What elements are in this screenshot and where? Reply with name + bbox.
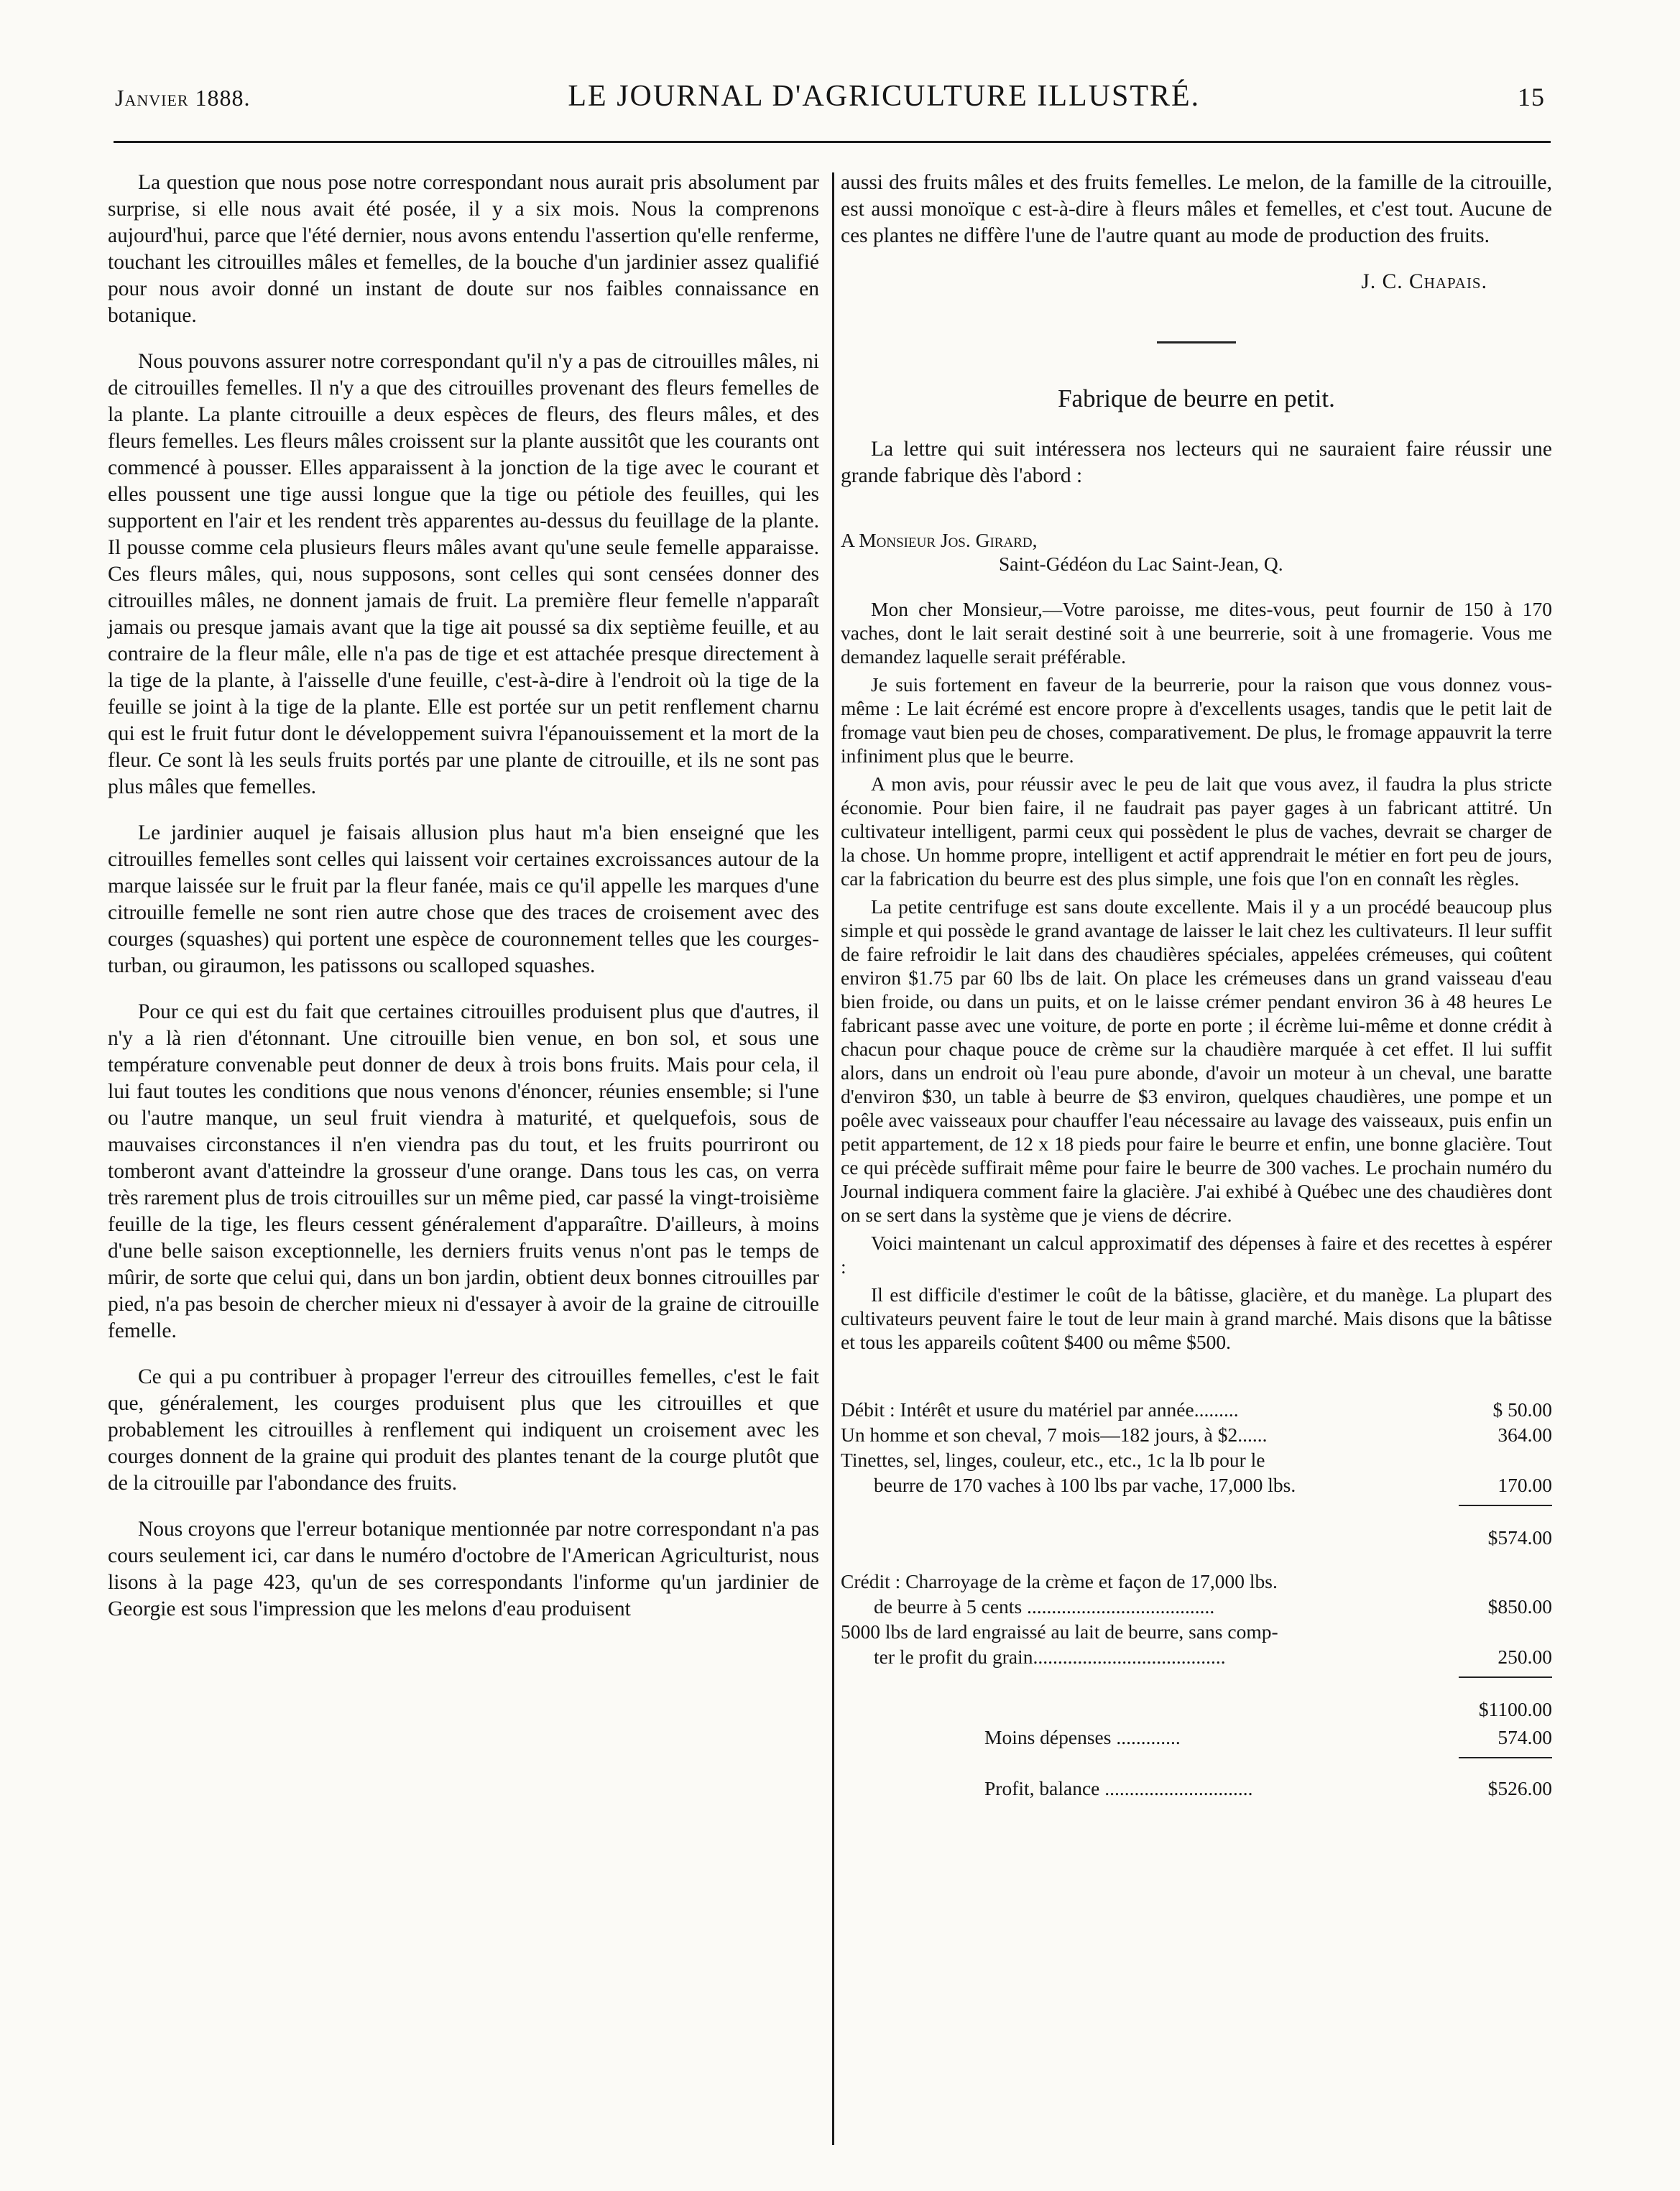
ledger-row: Débit : Intérêt et usure du matériel par année......... $ 50.00 bbox=[841, 1398, 1552, 1421]
ledger-row: Moins dépenses ............. 574.00 bbox=[984, 1726, 1552, 1748]
letter-paragraph: A mon avis, pour réussir avec le peu de lait que vous avez, il faudra la plus stricte économie. Pour bien faire, il ne faudrait pas payer gages à un fabricant attitré. Un cultivateur intelligent, parmi ceux qui possèdent le plus de vaches, devrait se charger de la chose. Un homme propre, intelligent et actif apprendrait le métier en fort peu de jours, car la fabrication du beurre est des plus simple, une fois que l'on en connaît les règles. bbox=[841, 772, 1552, 890]
letter-paragraph: Il est difficile d'estimer le coût de la bâtisse, glacière, et du manège. La plupart des cultivateurs peuvent faire le tout de leur main à grand marché. Mais disons que la bâtisse et tous les appareils coûtent $400 ou même $500. bbox=[841, 1283, 1552, 1353]
letter-paragraph: Mon cher Monsieur,—Votre paroisse, me dites-vous, peut fournir de 150 à 170 vaches, dont le lait serait destiné soit à une beurrerie, soit à une fromagerie. Vous me demandez laquelle serait préférable. bbox=[841, 598, 1552, 668]
paragraph: Le jardinier auquel je faisais allusion plus haut m'a bien enseigné que les citrouilles femelles sont celles qui laissent voir certaines excroissances autour de la marque laissée sur le fruit par la fleur fanée, mais ce qu'il appelle les marques d'une citrouille femelle ne sont rien autre chose que des traces de croisement avec des courges (squashes) qui portent une espèce de couronnement telles que les courges-turban, ou giraumon, les patissons ou scalloped squashes. bbox=[108, 821, 819, 977]
author-signature: J. C. Chapais. bbox=[1361, 270, 1487, 293]
letter-address: A Monsieur Jos. Girard, bbox=[841, 529, 1038, 551]
letter-paragraph: La petite centrifuge est sans doute excellente. Mais il y a un procédé beaucoup plus simple et qui possède le grand avantage de laisser le lait chez les cultivateurs. Il leur suffit de faire refroidir le lait dans des chaudières spéciales, appelées crémeuses, qui coûtent environ $1.75 par 60 lbs de lait. On place les crémeuses dans un grand vaisseau d'eau bien froide, ou dans un puits, et on le laisse crémer pendant environ 36 à 48 heures Le fabricant passe avec une voiture, de porte en porte ; il écrème lui-même et donne crédit à chacun pour chaque pouce de crème sur la chaudière marquée à cet effet. Il lui suffit alors, dans un endroit où l'eau pure abonde, d'avoir un moteur à un cheval, une baratte d'environ $30, un table à beurre de $3 environ, quelques chaudières, une pompe et un poêle avec vaisseaux pour chauffer l'eau nécessaire au lavage des vaisseaux, puis enfin un petit appartement, de 12 x 18 pieds pour faire le beurre et enfin, une bonne glacière. Tout ce qui précède suffirait même pour faire le beurre de 300 vaches. Le prochain numéro du Journal indiquera comment faire la glacière. J'ai exhibé à Québec une des chaudières dont on se sert dans la système que je viens de décrire. bbox=[841, 895, 1552, 1226]
paragraph: Pour ce qui est du fait que certaines citrouilles produisent plus que d'autres, il n'y a là rien d'étonnant. Une citrouille bien venue, en bon sol, et sous une température convenable peut donner de deux à trois bons fruits. Mais pour cela, il lui faut toutes les conditions que nous venons d'énoncer, réunies ensemble; si l'une ou l'autre manque, un seul fruit viendra à maturité, et quelquefois, sous de mauvaises circonstances il n'en viendra pas du tout, et les fruits pourriront ou tomberont avant d'atteindre la grosseur d'une orange. Dans tous les cas, on verra très rarement plus de trois citrouilles sur un même pied, car passé la vingt-troisième feuille de la tige, les fleurs cessent généralement d'apparaître. D'ailleurs, à moins d'une belle saison exceptionnelle, les derniers fruits venus n'ont pas le temps de mûrir, de sorte que celui qui, dans un bon jardin, obtient deux bonnes citrouilles par pied, n'a pas besoin de chercher mieux ni d'essayer à avoir de la graine de citrouille femelle. bbox=[108, 1000, 819, 1342]
total-rule bbox=[1459, 1505, 1552, 1506]
debit-total: $574.00 bbox=[1487, 1526, 1552, 1549]
page-header bbox=[115, 79, 1545, 122]
letter-address-place: Saint-Gédéon du Lac Saint-Jean, Q. bbox=[999, 553, 1283, 575]
ledger-row: Un homme et son cheval, 7 mois—182 jours, à $2...... 364.00 bbox=[841, 1424, 1552, 1446]
issue-date: Janvier 1888. bbox=[115, 85, 251, 111]
ledger-row: 5000 lbs de lard engraissé au lait de beurre, sans comp- bbox=[841, 1620, 1278, 1643]
total-rule bbox=[1459, 1676, 1552, 1678]
ledger-row: Profit, balance .............................. $526.00 bbox=[984, 1777, 1552, 1799]
column-divider bbox=[832, 172, 834, 2145]
paragraph-continuation: aussi des fruits mâles et des fruits femelles. Le melon, de la famille de la citrouille, est aussi monoïque c est-à-dire à fleurs mâles et femelles, et c'est tout. Aucune de ces plantes ne diffère l'une de l'autre quant au mode de production des fruits. bbox=[841, 171, 1552, 247]
letter-paragraph: Voici maintenant un calcul approximatif des dépenses à faire et des recettes à espérer : bbox=[841, 1232, 1552, 1278]
ledger-row: Tinettes, sel, linges, couleur, etc., etc., 1c la lb pour le bbox=[841, 1449, 1265, 1471]
right-column bbox=[841, 170, 1552, 1801]
ledger-row: ter le profit du grain....................................... 250.00 bbox=[874, 1646, 1552, 1668]
paragraph: Ce qui a pu contribuer à propager l'erreur des citrouilles femelles, c'est le fait que, généralement, les courges produisent plus que les citrouilles et que probablement les citrouilles à renflement qui indiquent un croisement avec les courges donnent de la graine qui produit des plantes tenant de la courge plutôt que de la citrouille par l'abondance des fruits. bbox=[108, 1365, 819, 1495]
credit-total: $1100.00 bbox=[1478, 1698, 1552, 1720]
article-intro: La lettre qui suit intéressera nos lecteurs qui ne sauraient faire réussir une grande fabrique dès l'abord : bbox=[841, 438, 1552, 487]
header-rule bbox=[114, 141, 1551, 143]
letter-paragraph: Je suis fortement en faveur de la beurrerie, pour la raison que vous donnez vous-même : Le lait écrémé est encore propre à d'excellents usages, tandis que le petit lait de fromage vaut bien peu de choses, comparativement. De plus, le fromage appauvrit la terre infiniment plus que le beurre. bbox=[841, 673, 1552, 767]
section-divider bbox=[1157, 341, 1236, 343]
ledger-row: de beurre à 5 cents ...................................... $850.00 bbox=[874, 1595, 1552, 1618]
left-column bbox=[108, 170, 819, 1642]
paragraph: La question que nous pose notre correspondant nous aurait pris absolument par surprise, si elle nous avait été posée, il y a six mois. Nous la comprenons aujourd'hui, parce que l'été dernier, nous avons entendu l'assertion qu'elle renferme, touchant les citrouilles mâles et femelles, de la bouche d'un jardinier assez qualifié pour nous avoir donné un instant de doute sur nos faibles connaissance en botanique. bbox=[108, 171, 819, 327]
paragraph: Nous pouvons assurer notre correspondant qu'il n'y a pas de citrouilles mâles, ni de citrouilles femelles. Il n'y a que des citrouilles provenant des fleurs femelles de la plante. La plante citrouille a deux espèces de fleurs, des fleurs mâles, et des fleurs femelles. Les fleurs mâles croissent sur la plante aussitôt que les courants ont commencé à pousser. Elles apparaissent à la jonction de la tige avec le courant et elles poussent une tige aussi longue que la tige ou pétiole des feuilles, qui les supportent en l'air et les rendent très apparentes au-dessus du feuillage de la plante. Il pousse comme cela plusieurs fleurs mâles avant qu'une seule femelle apparaisse. Ces fleurs mâles, qui, nous supposons, sont celles qui sont censées donner des citrouilles mâles, ne donnent jamais de fruit. La première fleur femelle n'apparaît jamais ou presque jamais avant que la tige ait poussé sa dix septième feuille, et au contraire de la fleur mâle, elle n'a pas de tige et est attachée presque directement à la tige de la plante, à l'aisselle d'une feuille, c'est-à-dire à l'endroit où la tige de la feuille se joint à la tige de la plante. Elle est portée sur un petit renflement charnu qui est le fruit futur dont le développement suivra l'épanouissement et la mort de la fleur. Ce sont là les seuls fruits portés par une plante de citrouille, et ils ne sont pas plus mâles que femelles. bbox=[108, 350, 819, 798]
ledger-row: beurre de 170 vaches à 100 lbs par vache, 17,000 lbs. 170.00 bbox=[874, 1474, 1552, 1496]
ledger-row: Crédit : Charroyage de la crème et façon de 17,000 lbs. bbox=[841, 1570, 1278, 1592]
paragraph: Nous croyons que l'erreur botanique mentionnée par notre correspondant n'a pas cours seulement ici, car dans le numéro d'octobre de l'American Agriculturist, nous lisons à la page 423, qu'un de ses correspondants l'informe qu'un jardinier de Georgie est sous l'impression que les melons d'eau produisent bbox=[108, 1518, 819, 1620]
accounts-ledger bbox=[841, 1397, 1552, 1801]
article-title: Fabrique de beurre en petit. bbox=[1058, 384, 1335, 412]
page-number: 15 bbox=[1517, 83, 1545, 111]
journal-title: LE JOURNAL D'AGRICULTURE ILLUSTRÉ. bbox=[568, 80, 1201, 113]
